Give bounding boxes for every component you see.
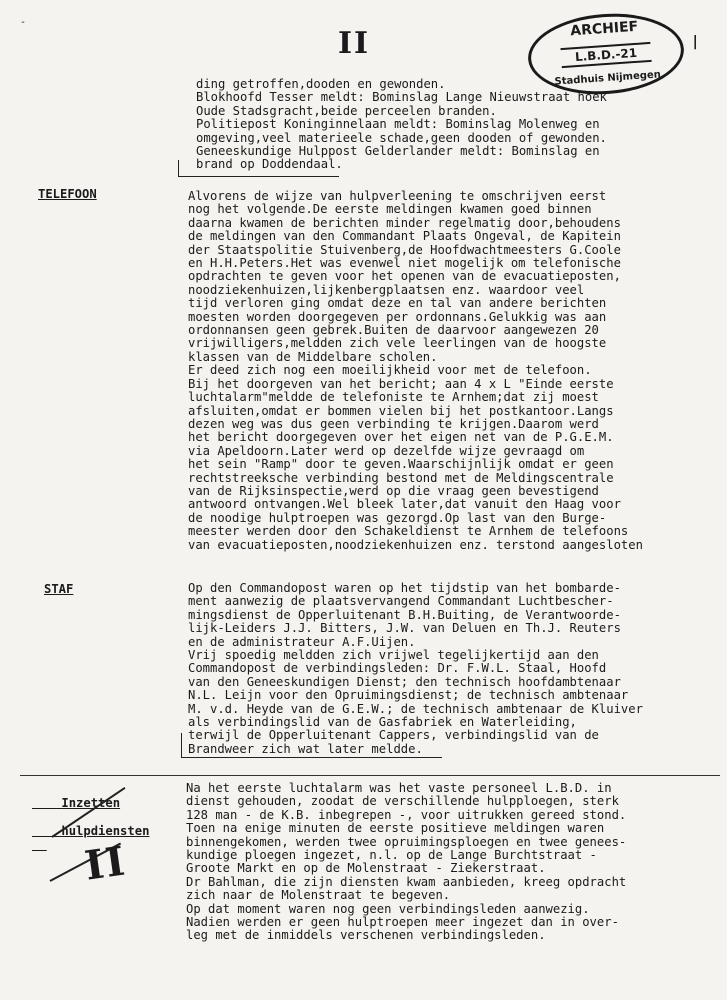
text-line: Er deed zich nog een moeilijkheid voor met de telefoon. xyxy=(188,363,592,378)
text-line: luchtalarm"meldde de telefoniste te Arnhem;dat zij moest xyxy=(188,390,599,405)
text-line: en H.H.Peters.Het was evenwel niet mogelijk om telefonische xyxy=(188,256,621,271)
text-line: kundige ploegen ingezet, n.l. op de Lange Burchtstraat - xyxy=(186,848,597,863)
text-line: ding getroffen,dooden en gewonden. xyxy=(196,77,446,91)
text-line: via Apeldoorn.Later werd op dezelfde wijze gevraagd om xyxy=(188,443,585,458)
text-line: vrijwilligers,meldden zich vele leerlingen van de hoogste xyxy=(188,336,607,351)
margin-bracket xyxy=(178,160,339,177)
text-line: het sein "Ramp" door te geven.Waarschijnlijk omdat er geen xyxy=(188,457,614,472)
text-line: antwoord ontvangen.Wel bleek later,dat vanuit den Haag voor xyxy=(188,497,621,512)
page-numeral: II xyxy=(338,26,371,61)
text-line: leg met de inmiddels verschenen verbindingsleden. xyxy=(186,928,546,943)
stamp-top-text: ARCHIEF xyxy=(569,18,639,40)
text-line: terwijl de Opperluitenant Cappers, verbindingslid van de xyxy=(188,728,599,743)
text-line: lijk-Leiders J.J. Bitters, J.W. van Deluen en Th.J. Reuters xyxy=(188,621,621,636)
stamp-bottom-text: Stadhuis Nijmegen xyxy=(554,69,662,88)
text-line: Geneeskundige Hulppost Gelderlander meldt: Bominslag en xyxy=(196,144,600,159)
text-line: als verbindingslid van de Gasfabriek en Waterleiding, xyxy=(188,715,577,730)
text-line: Toen na enige minuten de eerste positieve meldingen waren xyxy=(186,821,605,836)
section-inzetten-text xyxy=(186,782,626,943)
text-line: nog het volgende.De eerste meldingen kwamen goed binnen xyxy=(188,202,592,217)
text-line: Politiepost Koninginnelaan meldt: Bominslag Molenweg en xyxy=(196,117,600,132)
margin-numeral: II xyxy=(81,837,130,890)
label-line-2: hulpdiensten xyxy=(61,824,150,838)
text-line: Nadien werden er geen hulptroepen meer ingezet dan in over- xyxy=(186,915,619,930)
text-line: klassen van de Middelbare scholen. xyxy=(188,349,438,364)
section-label-telefoon: TELEFOON xyxy=(38,187,97,201)
text-line: noodziekenhuizen,lijkenbergplaatsen enz. waardoor veel xyxy=(188,282,585,297)
text-line: Alvorens de wijze van hulpverleening te omschrijven eerst xyxy=(188,189,607,203)
text-line: M. v.d. Heyde van de G.E.W.; de technisch ambtenaar de Kluiver xyxy=(188,701,643,716)
text-line: Groote Markt en op de Molenstraat - Ziekerstraat. xyxy=(186,861,546,876)
stamp-middle-text: L.B.D.-21 xyxy=(560,42,651,68)
text-line: meester werden door den Schakeldienst te Arnhem de telefoons xyxy=(188,524,629,539)
text-line: de noodige hulptroepen was gezorgd.Op last van den Burge- xyxy=(188,510,607,525)
text-line: mingsdienst de Opperluitenant B.H.Buiting, de Verantwoorde- xyxy=(188,607,621,622)
text-line: Op dat moment waren nog geen verbindingsleden aanwezig. xyxy=(186,901,590,916)
text-line: Brandweer zich wat later meldde. xyxy=(188,741,423,756)
text-line: dienst gehouden, zoodat de verschillende hulpploegen, sterk xyxy=(186,794,619,809)
text-line: Blokhoofd Tesser meldt: Bominslag Lange Nieuwstraat hoek xyxy=(196,90,607,105)
text-line: tijd verloren ging omdat deze en tal van andere berichten xyxy=(188,296,607,311)
text-line: binnengekomen, werden twee opruimingsploegen en twee genees- xyxy=(186,834,627,849)
text-line: Na het eerste luchtalarm was het vaste personeel L.B.D. in xyxy=(186,781,612,795)
text-line: afsluiten,omdat er bommen vielen bij het postkantoor.Langs xyxy=(188,403,614,418)
section-staf-text xyxy=(188,582,643,756)
text-line: dezen weg was dus geen verbinding te krijgen.Daarom werd xyxy=(188,416,599,431)
text-line: der Staatspolitie Stuivenberg,de Hoofdwachtmeesters G.Coole xyxy=(188,242,621,257)
section-label-staf: STAF xyxy=(44,582,74,596)
text-line: moesten worden doorgegeven per ordonnans.Gelukkig was aan xyxy=(188,309,607,324)
text-line: Op den Commandopost waren op het tijdstip van het bombarde- xyxy=(188,581,621,595)
text-line: ment aanwezig de plaatsvervangend Commandant Luchtbescher- xyxy=(188,594,614,609)
text-line: 128 man - de K.B. inbegrepen -, voor uitrukken gereed stond. xyxy=(186,807,627,822)
text-line: rechtstreeksche verbinding bestond met de Meldingscentrale xyxy=(188,470,614,485)
text-line: en de administrateur A.F.Uijen. xyxy=(188,634,416,649)
text-line: Oude Stadsgracht,beide perceelen branden. xyxy=(196,103,497,118)
text-line: zich naar de Molenstraat te begeven. xyxy=(186,888,451,903)
text-line: brand op Doddendaal. xyxy=(196,157,343,172)
text-line: het bericht doorgegeven over het eigen net van de P.G.E.M. xyxy=(188,430,614,445)
text-line: ordonnansen geen gebrek.Buiten de daarvoor aangewezen 20 xyxy=(188,323,599,338)
margin-bracket-staf xyxy=(181,733,442,758)
text-line: de meldingen van den Commandant Plaats Ongeval, de Kapitein xyxy=(188,229,621,244)
section-divider xyxy=(20,775,720,776)
text-line: Commandopost de verbindingsleden: Dr. F.W.L. Staal, Hoofd xyxy=(188,661,607,676)
text-line: Bij het doorgeven van het bericht; aan 4 x L "Einde eerste xyxy=(188,376,614,391)
text-line: omgeving,veel materieele schade,geen dooden of gewonden. xyxy=(196,130,607,145)
margin-mark-top-right: | xyxy=(691,34,700,50)
label-line-1: Inzetten xyxy=(61,796,121,810)
text-line: van evacuatieposten,noodziekenhuizen enz. terstond aangesloten xyxy=(188,537,643,552)
text-line: N.L. Leijn voor den Opruimingsdienst; de technisch ambtenaar xyxy=(188,688,629,703)
text-line: opdrachten te geven voor het openen van de evacuatieposten, xyxy=(188,269,621,284)
intro-paragraph xyxy=(196,78,607,172)
text-line: Dr Bahlman, die zijn diensten kwam aanbieden, kreeg opdracht xyxy=(186,874,627,889)
text-line: van den Geneeskundigen Dienst; den technisch hoofdambtenaar xyxy=(188,674,621,689)
text-line: van de Rijksinspectie,werd op die vraag geen bevestigend xyxy=(188,483,599,498)
text-line: Vrij spoedig meldden zich vrijwel tegelijkertijd aan den xyxy=(188,648,599,663)
margin-mark-top-left: - xyxy=(20,17,27,28)
text-line: daarna kwamen de berichten minder regelmatig door,behoudens xyxy=(188,215,621,230)
section-telefoon-text xyxy=(188,190,643,552)
